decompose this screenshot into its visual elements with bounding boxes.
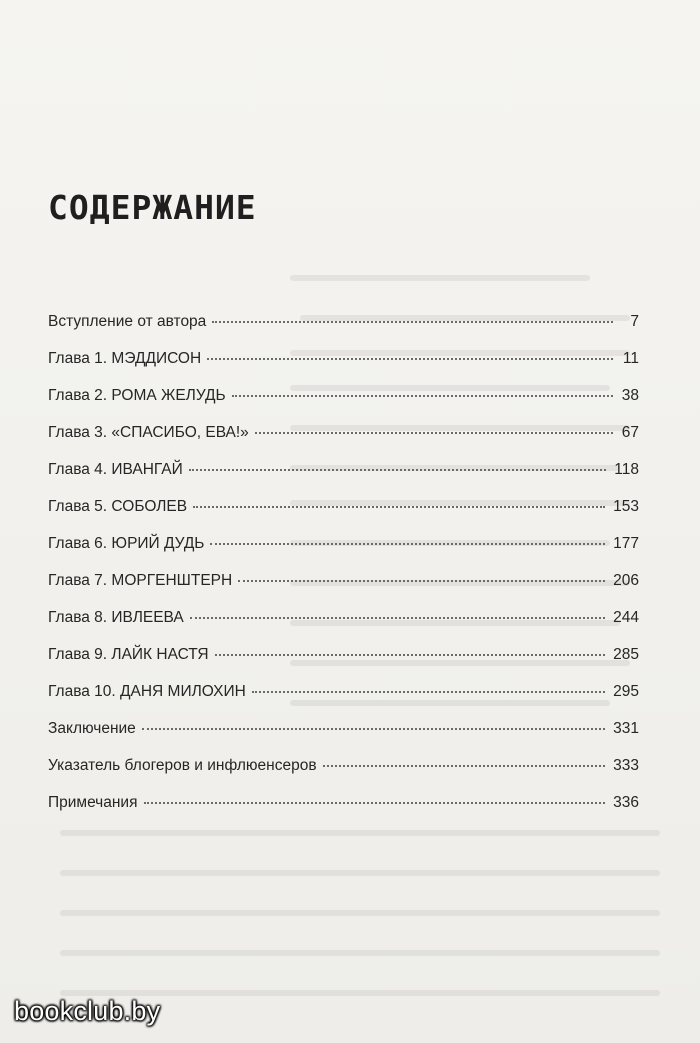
- toc-entry: [48, 646, 639, 683]
- toc-entry-label: Глава 6. ЮРИЙ ДУДЬ: [48, 535, 205, 552]
- toc-entry-page: 38: [621, 387, 639, 404]
- dot-leader: [142, 728, 605, 730]
- dot-leader: [255, 432, 613, 434]
- dot-leader: [238, 580, 605, 582]
- dot-leader: [212, 321, 613, 323]
- toc-entry-page: 285: [613, 646, 639, 663]
- toc-entry-label: Глава 10. ДАНЯ МИЛОХИН: [48, 683, 246, 700]
- dot-leader: [190, 617, 605, 619]
- toc-entry-label: Глава 1. МЭДДИСОН: [48, 350, 202, 367]
- toc-entry-label: Указатель блогеров и инфлюенсеров: [48, 757, 317, 774]
- dot-leader: [323, 765, 606, 767]
- toc-list: [48, 313, 639, 831]
- toc-title: СОДЕРЖАНИЕ: [48, 188, 257, 227]
- toc-entry: [48, 461, 639, 498]
- toc-entry-page: 153: [613, 498, 639, 515]
- toc-entry-page: 67: [621, 424, 639, 441]
- toc-entry-page: 206: [613, 572, 639, 589]
- toc-entry-page: 7: [630, 313, 639, 330]
- dot-leader: [207, 358, 613, 360]
- toc-entry: [48, 720, 639, 757]
- toc-entry: [48, 683, 639, 720]
- dot-leader: [252, 691, 605, 693]
- toc-entry-label: Глава 3. «СПАСИБО, ЕВА!»: [48, 424, 249, 441]
- toc-entry: [48, 424, 639, 461]
- toc-entry-page: 11: [622, 350, 639, 367]
- toc-entry-label: Глава 2. РОМА ЖЕЛУДЬ: [48, 387, 226, 404]
- dot-leader: [210, 543, 605, 545]
- toc-entry: [48, 572, 639, 609]
- toc-entry: [48, 313, 639, 350]
- dot-leader: [215, 654, 606, 656]
- toc-entry-label: Глава 9. ЛАЙК НАСТЯ: [48, 646, 209, 663]
- toc-entry-label: Глава 7. МОРГЕНШТЕРН: [48, 572, 233, 589]
- site-watermark: bookclub.by: [14, 996, 161, 1026]
- toc-entry-page: 295: [613, 683, 639, 700]
- toc-entry-label: Глава 4. ИВАНГАЙ: [48, 461, 183, 478]
- toc-entry: [48, 609, 639, 646]
- toc-entry-page: 244: [613, 609, 639, 626]
- dot-leader: [189, 469, 607, 471]
- dot-leader: [144, 802, 606, 804]
- toc-entry-page: 177: [613, 535, 639, 552]
- dot-leader: [232, 395, 613, 397]
- toc-entry: [48, 535, 639, 572]
- toc-entry-label: Глава 8. ИВЛЕЕВА: [48, 609, 184, 626]
- toc-entry: [48, 498, 639, 535]
- toc-entry-page: 118: [614, 461, 639, 478]
- toc-entry-label: Заключение: [48, 720, 136, 737]
- toc-entry-page: 333: [613, 757, 639, 774]
- toc-entry-label: Глава 5. СОБОЛЕВ: [48, 498, 188, 515]
- toc-entry: [48, 794, 639, 831]
- toc-entry-page: 331: [613, 720, 639, 737]
- toc-entry-label: Примечания: [48, 794, 138, 811]
- toc-entry: [48, 757, 639, 794]
- toc-entry-page: 336: [613, 794, 639, 811]
- dot-leader: [193, 506, 605, 508]
- toc-entry: [48, 350, 639, 387]
- toc-entry: [48, 387, 639, 424]
- toc-entry-label: Вступление от автора: [48, 313, 207, 330]
